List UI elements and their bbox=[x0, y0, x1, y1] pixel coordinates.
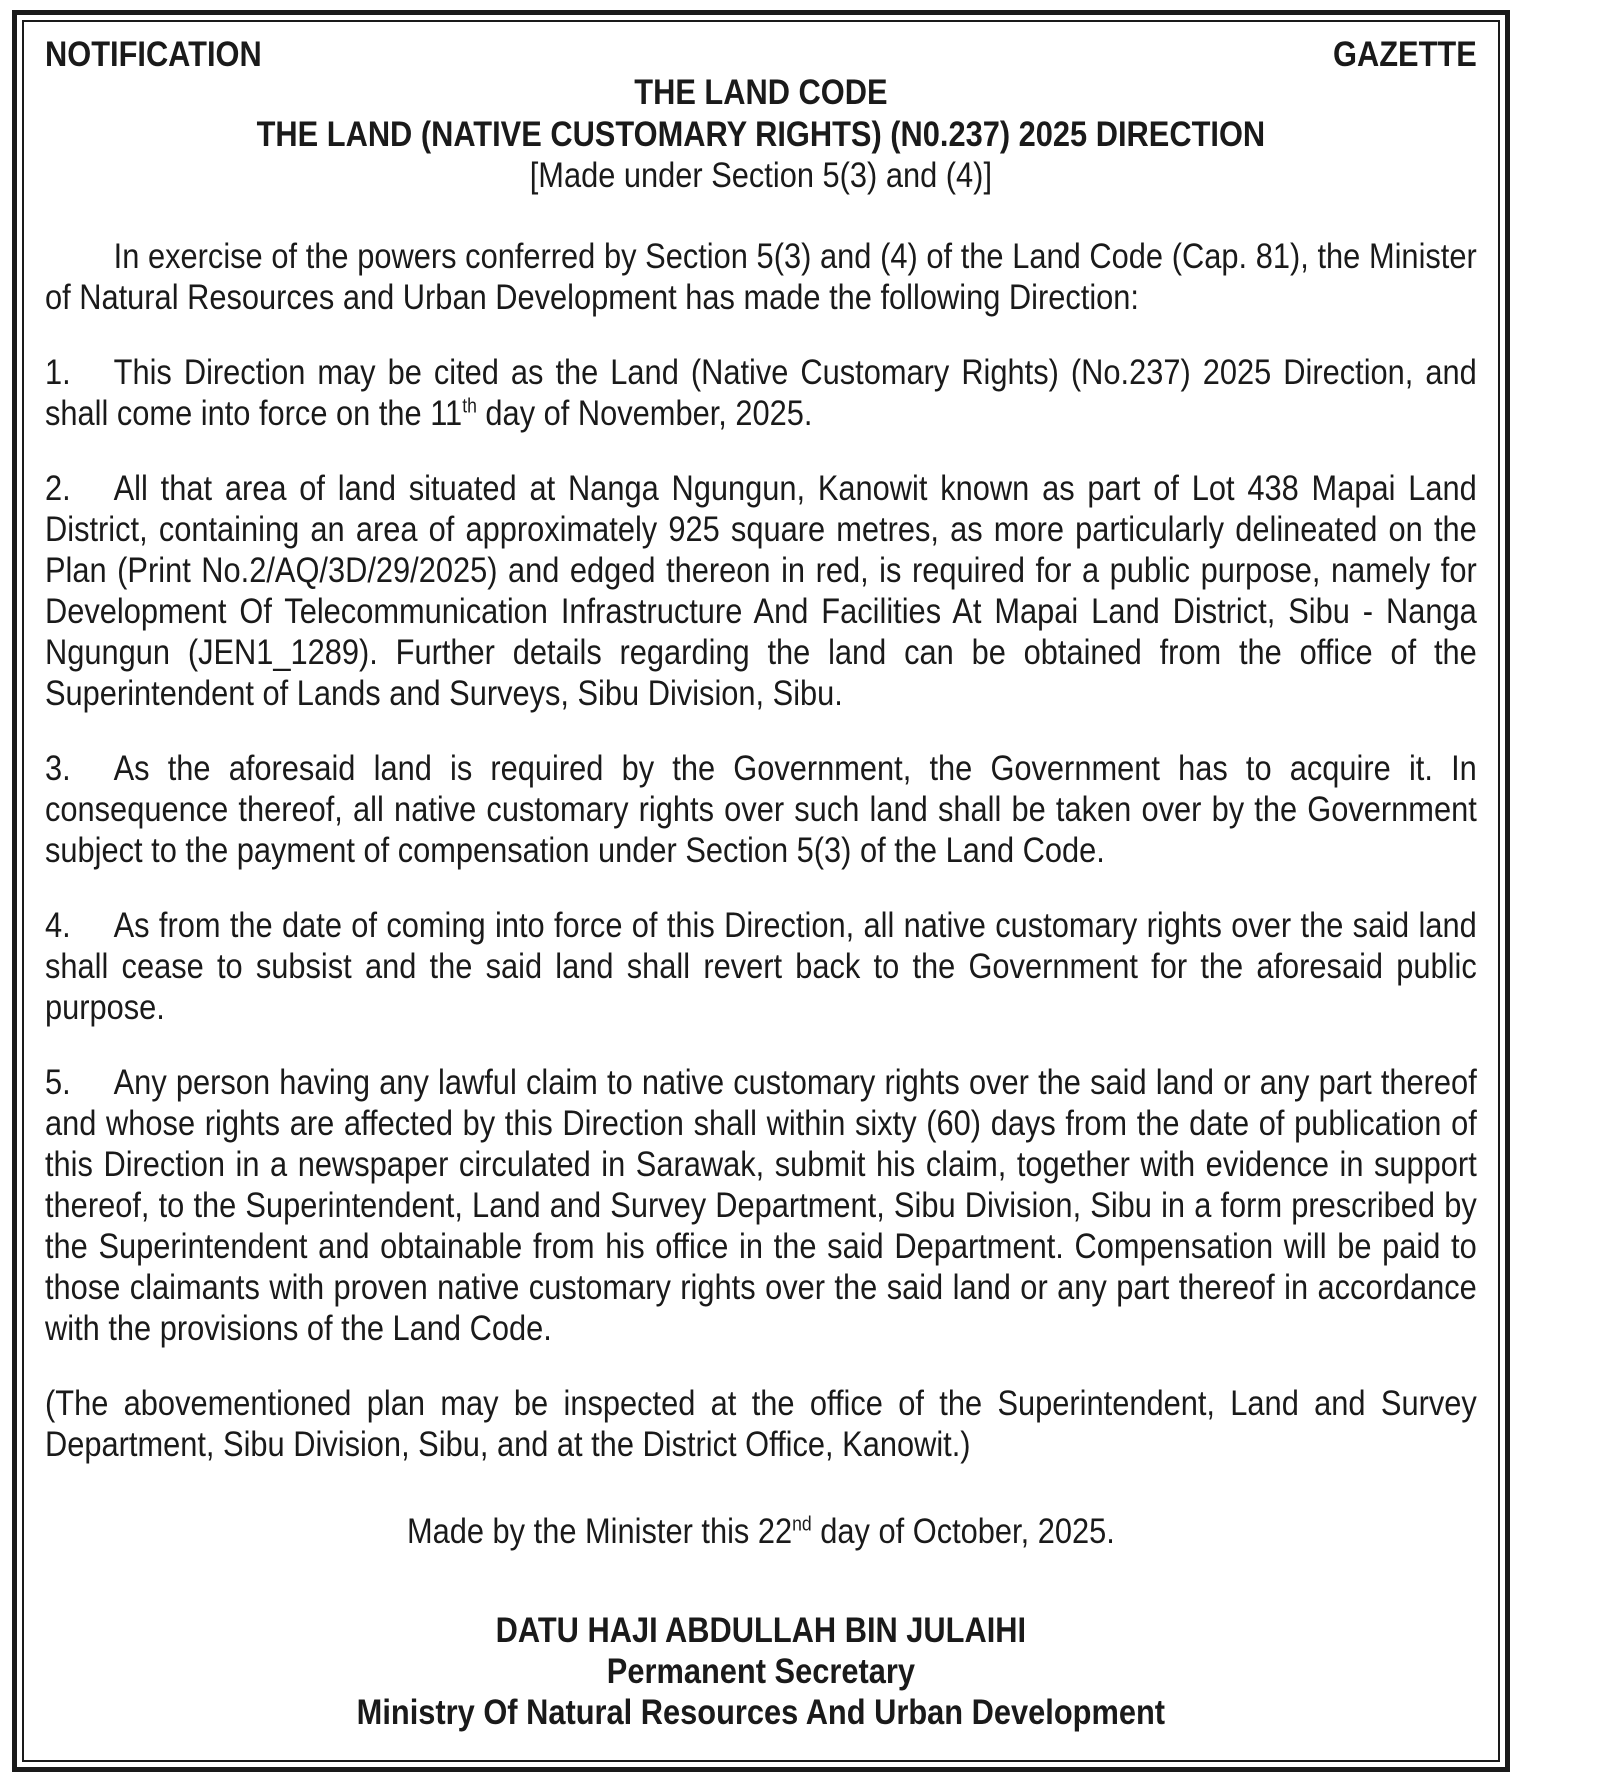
signature-block bbox=[45, 1610, 1477, 1733]
made-text: Made by the Minister this 22 bbox=[406, 1512, 793, 1551]
paragraph-number: 4. bbox=[45, 906, 71, 945]
paragraph-text: All that area of land situated at Nanga Ngungun, Kanowit known as part of Lot 438 Mapai Land District, containing an area of approximately 925 square metres, as more particularly delineated on the Plan (Print No.2/AQ/3D/29/2025) and edged thereon in red, is required for a public purpose, namely for Development Of Telecommunication Infrastructure And Facilities At Mapai Land District, Sibu - Nanga Ngungun (JEN1_1289). Further details regarding the land can be obtained from the office of the Superintendent of Lands and Surveys, Sibu Division, Sibu. bbox=[45, 469, 1477, 713]
made-date-line bbox=[45, 1511, 1477, 1552]
title-made-under: [Made under Section 5(3) and (4)] bbox=[529, 156, 993, 195]
paragraph-text-cont: day of November, 2025. bbox=[476, 394, 813, 433]
ordinal-suffix: th bbox=[462, 395, 477, 418]
ordinal-suffix: nd bbox=[792, 1513, 812, 1536]
gazette-label: GAZETTE bbox=[1333, 35, 1477, 74]
inspection-note: (The abovementioned plan may be inspected at the office of the Superintendent, Land and Survey Department, Sibu Division, Sibu, and at the District Office, Kanowit.) bbox=[45, 1384, 1477, 1464]
paragraph-number: 2. bbox=[45, 469, 71, 508]
title-land-code: THE LAND CODE bbox=[634, 73, 888, 112]
paragraph-number: 1. bbox=[45, 353, 71, 392]
signatory-ministry: Ministry Of Natural Resources And Urban Development bbox=[356, 1693, 1166, 1732]
paragraph-number: 5. bbox=[45, 1063, 71, 1102]
header-line bbox=[45, 34, 1477, 76]
paragraph-4 bbox=[45, 905, 1477, 1028]
paragraph-text: Any person having any lawful claim to native customary rights over the said land or any part thereof and whose rights are affected by this Direction shall within sixty (60) days from the date of publication of this Direction in a newspaper circulated in Sarawak, submit his claim, together with evidence in support thereof, to the Superintendent, Land and Survey Department, Sibu Division, Sibu in a form prescribed by the Superintendent and obtainable from his office in the said Department. Compensation will be paid to those claimants with proven native customary rights over the said land or any part thereof in accordance with the provisions of the Land Code. bbox=[45, 1063, 1477, 1348]
paragraph-text: As from the date of coming into force of this Direction, all native customary rights over the said land shall cease to subsist and the said land shall revert back to the Government for the aforesaid public purpose. bbox=[45, 906, 1477, 1027]
paragraph-text: This Direction may be cited as the Land (Native Customary Rights) (No.237) 2025 Direction, and shall come into force on the 11 bbox=[45, 353, 1477, 433]
paragraph-text: As the aforesaid land is required by the Government, the Government has to acquire it. In consequence thereof, all native customary rights over such land shall be taken over by the Government subject to the payment of compensation under Section 5(3) of the Land Code. bbox=[45, 749, 1477, 870]
paragraph-3 bbox=[45, 748, 1477, 871]
paragraph-2 bbox=[45, 468, 1477, 714]
notification-label: NOTIFICATION bbox=[45, 35, 262, 74]
signatory-position: Permanent Secretary bbox=[606, 1652, 915, 1691]
title-direction: THE LAND (NATIVE CUSTOMARY RIGHTS) (N0.237) 2025 DIRECTION bbox=[256, 115, 1266, 154]
notice-content bbox=[45, 34, 1477, 1733]
paragraph-number: 3. bbox=[45, 749, 71, 788]
signatory-name: DATU HAJI ABDULLAH BIN JULAIHI bbox=[495, 1611, 1027, 1650]
paragraph-5 bbox=[45, 1062, 1477, 1349]
made-text-cont: day of October, 2025. bbox=[811, 1512, 1115, 1551]
intro-paragraph: In exercise of the powers conferred by Section 5(3) and (4) of the Land Code (Cap. 81), the Minister of Natural Resources and Urban Development has made the following Direction: bbox=[45, 237, 1477, 317]
paragraph-1 bbox=[45, 352, 1477, 434]
